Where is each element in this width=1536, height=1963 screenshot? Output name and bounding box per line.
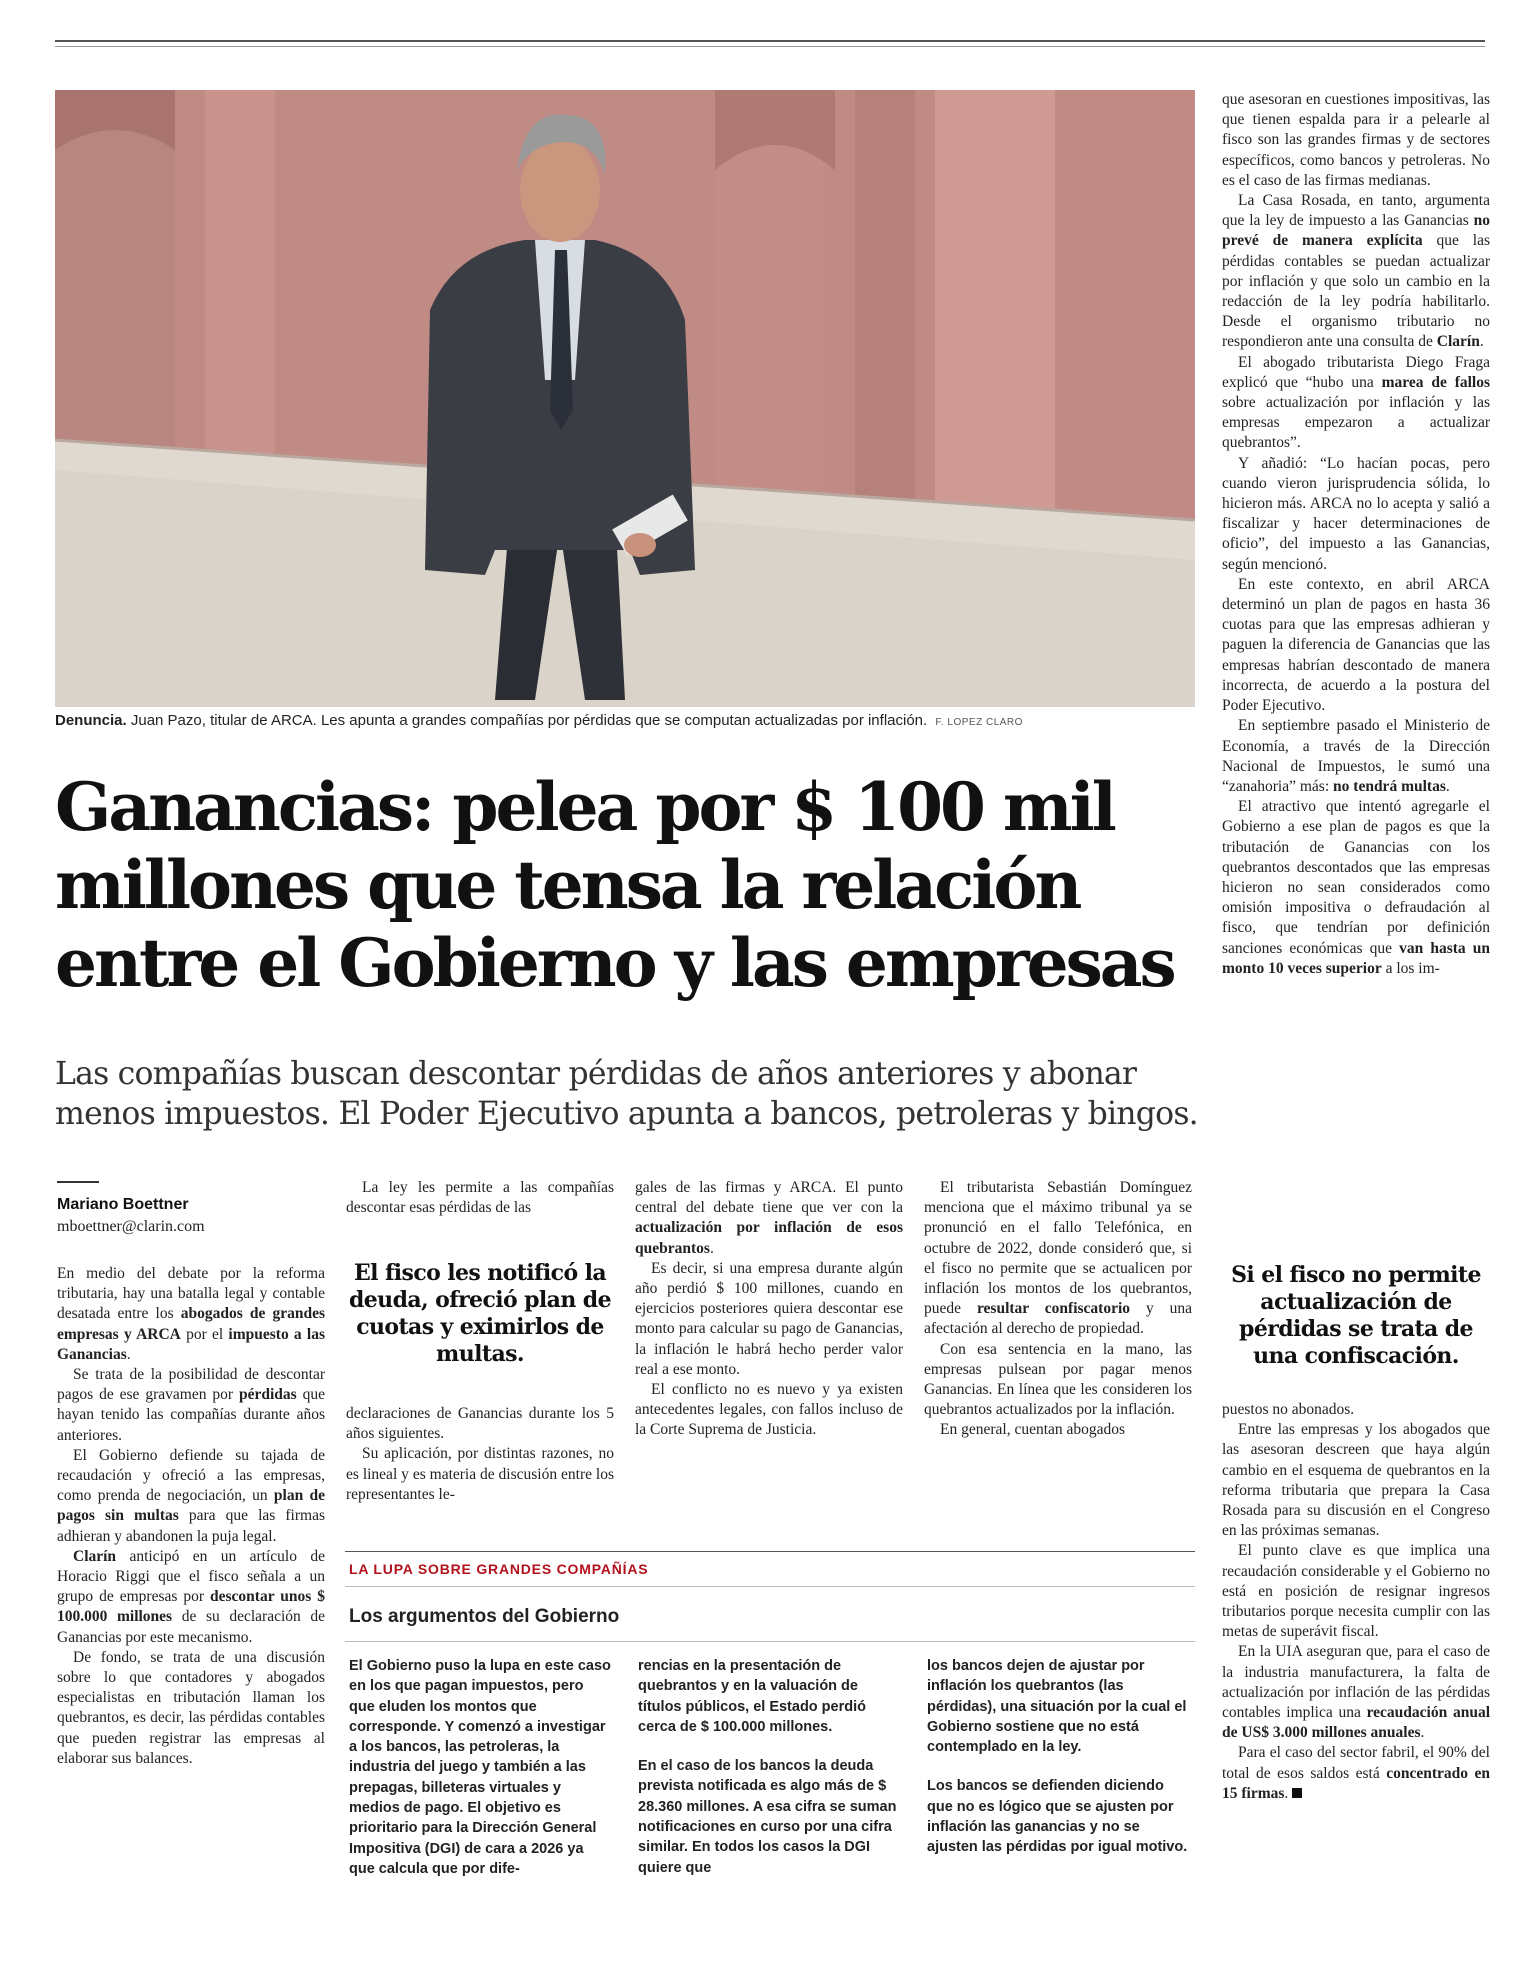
paragraph: El punto clave es que implica una recaudación considerable y el Gobierno no está en posición de resignar ingresos tributarios porque necesita cumplir con las metas de superávit fiscal. — [1222, 1542, 1490, 1641]
paragraph: Clarín anticipó en un artículo de Horacio Riggi que el fisco señala a un grupo de empresas por descontar unos $ 100.000 millones de su declaración de Ganancias por este mecanismo. — [57, 1547, 325, 1646]
subhead-line-1: Las compañías buscan descontar pérdidas de años anteriores y abonar — [55, 1056, 1137, 1092]
box-title: Los argumentos del Gobierno — [349, 1606, 620, 1627]
paragraph: que asesoran en cuestiones impositivas, las que tienen espalda para ir a pelearle al fisco son las grandes firmas y de sectores específicos, como bancos y petroleras. No es el caso de las firmas medianas. — [1222, 91, 1490, 189]
paragraph: gales de las firmas y ARCA. El punto central del debate tiene que ver con la actualización por inflación de esos quebrantos. — [635, 1179, 903, 1257]
box-kicker: LA LUPA SOBRE GRANDES COMPAÑÍAS — [349, 1561, 649, 1577]
paragraph: declaraciones de Ganancias durante los 5 años siguientes. — [346, 1405, 614, 1443]
box-rule-3 — [345, 1641, 1195, 1642]
top-rule-thin — [55, 46, 1485, 47]
box-column-2 — [638, 1656, 900, 1897]
paragraph: El conflicto no es nuevo y ya existen antecedentes legales, con fallos incluso de la Corte Suprema de Justicia. — [635, 1381, 903, 1439]
paragraph: Su aplicación, por distintas razones, no es lineal y es materia de discusión entre los representantes le- — [346, 1445, 614, 1503]
subhead-line-2: menos impuestos. El Poder Ejecutivo apunta a bancos, petroleras y bingos. — [55, 1096, 1198, 1132]
box-rule — [345, 1551, 1195, 1552]
paragraph: puestos no abonados. — [1222, 1401, 1355, 1418]
paragraph: Entre las empresas y los abogados que las asesoran descreen que haya algún cambio en el esquema de quebrantos en la reforma tributaria que prepara la Casa Rosada para su discusión en el Congreso en las próximas semanas. — [1222, 1421, 1490, 1540]
paragraph: Y añadió: “Lo hacían pocas, pero cuando vieron jurisprudencia sólida, lo hicieron más. ARCA no lo acepta y salió a fiscalizar y hacer determinaciones de oficio”, del impuesto a las Ganancias, según mencionó. — [1222, 454, 1490, 573]
box-column-1 — [349, 1656, 611, 1898]
box-paragraph: Los bancos se defienden diciendo que no es lógico que se ajusten por inflación las ganancias y no se ajusten las pérdidas por igual motivo. — [927, 1778, 1188, 1856]
article-column-5 — [1222, 90, 1490, 979]
box-paragraph: rencias en la presentación de quebrantos y en la valuación de títulos públicos, el Estado perdió cerca de $ 100.000 millones. — [638, 1658, 866, 1735]
caption-lead: Denuncia. — [55, 712, 127, 729]
headline-line-2: millones que tensa la relación — [55, 846, 1080, 924]
paragraph: El tributarista Sebastián Domínguez menciona que el máximo tribunal ya se pronunció en el fallo Telefónica, en octubre de 2022, donde consideró que, si el fisco no permite que se actualicen por inflación los montos de los quebrantos, puede resultar confiscatorio y una afectación al derecho de propiedad. — [924, 1179, 1192, 1338]
caption-text: Juan Pazo, titular de ARCA. Les apunta a grandes compañías por pérdidas que se computan actualizadas por inflación. — [126, 712, 928, 729]
article-column-5b — [1222, 1400, 1490, 1804]
headline — [55, 768, 1205, 1002]
paragraph: La Casa Rosada, en tanto, argumenta que la ley de impuesto a las Ganancias no prevé de manera explícita que las pérdidas contables se puedan actualizar por inflación y que solo un cambio en la redacción de la ley podría habilitarlo. Desde el organismo tributario no respondieron ante una consulta de Clarín. — [1222, 192, 1490, 351]
article-column-4 — [924, 1178, 1192, 1441]
paragraph: En septiembre pasado el Ministerio de Economía, a través de la Dirección Nacional de Impuestos, le sumó una “zanahoria” más: no tendrá multas. — [1222, 717, 1490, 795]
box-column-3 — [927, 1656, 1189, 1877]
box-paragraph: El Gobierno puso la lupa en este caso en los que pagan impuestos, pero que eluden los montos que corresponde. Y comenzó a investigar a los bancos, las petroleras, la industria del juego y también a las prepagas, billeteras virtuales y medios de pago. El objetivo es prioritario para la Dirección General Impositiva (DGI) de cara a 2026 ya que calcula que por dife- — [349, 1658, 611, 1877]
end-mark-icon — [1292, 1788, 1302, 1798]
paragraph: En este contexto, en abril ARCA determinó un plan de pagos en hasta 36 cuotas para que las empresas adhieran y paguen la diferencia de Ganancias que las empresas habrían descontado de manera incorrecta, de acuerdo a la postura del Poder Ejecutivo. — [1222, 575, 1490, 715]
headline-line-3: entre el Gobierno y las empresas — [55, 924, 1174, 1002]
article-column-2b — [346, 1404, 614, 1505]
paragraph: En medio del debate por la reforma tributaria, hay una batalla legal y contable desatada entre los abogados de grandes empresas y ARCA por el impuesto a las Ganancias. — [57, 1265, 325, 1363]
box-rule-2 — [345, 1586, 1195, 1587]
photo-caption — [55, 712, 1195, 729]
paragraph: En general, cuentan abogados — [940, 1421, 1126, 1439]
author-email[interactable]: mboettner@clarin.com — [57, 1218, 205, 1235]
pull-quote: El fisco les notificó la deuda, ofreció plan de cuotas y eximirlos de multas. — [349, 1260, 611, 1367]
headline-line-1: Ganancias: pelea por $ 100 mil — [55, 768, 1114, 846]
subheadline — [55, 1054, 1198, 1134]
paragraph: Con esa sentencia en la mano, las empresas pulsean por pagar menos Ganancias. En línea que les consideren los quebrantos actualizados por la inflación. — [924, 1340, 1192, 1419]
paragraph: La ley les permite a las compañías descontar esas pérdidas de las — [346, 1179, 614, 1217]
paragraph: En la UIA aseguran que, para el caso de la industria manufacturera, la falta de actualización por inflación de las pérdidas contables implica una recaudación anual de US$ 3.000 millones anuales. — [1222, 1643, 1491, 1742]
byline-rule — [57, 1181, 99, 1183]
article-column-2 — [346, 1178, 614, 1218]
article-column-3 — [635, 1178, 903, 1441]
paragraph: El abogado tributarista Diego Fraga explicó que “hubo una marea de fallos sobre actualización por inflación y las empresas empezaron a actualizar quebrantos”. — [1222, 353, 1490, 452]
news-photo — [55, 90, 1195, 707]
paragraph: El atractivo que intentó agregarle el Gobierno a ese plan de pagos es que la tributación de Ganancias con los quebrantos descontados que las empresas hicieron no sean considerados como omisión impositiva o defraudación al fisco, que tendrían por definición sanciones económicas que van hasta un monto 10 veces superior a los im- — [1222, 798, 1490, 977]
pull-quote-2: Si el fisco no permite actualización de pérdidas se trata de una confiscación. — [1231, 1262, 1481, 1369]
paragraph: Es decir, si una empresa durante algún año perdió $ 100 millones, cuando en ejercicios posteriores quiera descontar ese monto para calcular su pago de Ganancias, la inflación le habrá hecho perder valor real a ese monto. — [635, 1259, 903, 1378]
author-name: Mariano Boettner — [57, 1196, 189, 1213]
paragraph: Para el caso del sector fabril, el 90% del total de esos saldos está concentrado en 15 firmas. — [1222, 1744, 1490, 1802]
article-column-1 — [57, 1264, 325, 1769]
paragraph: De fondo, se trata de una discusión sobre lo que contadores y abogados especialistas en tributación llaman los quebrantos, es decir, las pérdidas contables que pueden registrar las empresas al elaborar sus balances. — [57, 1648, 325, 1767]
photo-credit: F. LOPEZ CLARO — [935, 717, 1023, 728]
paragraph: Se trata de la posibilidad de descontar pagos de ese gravamen por pérdidas que hayan tenido las compañías durante años anteriores. — [57, 1366, 325, 1444]
box-paragraph: En el caso de los bancos la deuda prevista notificada es algo más de $ 28.360 millones. A esa cifra se suman notificaciones en curso por una cifra similar. En todos los casos la DGI quiere que — [638, 1758, 897, 1876]
paragraph: El Gobierno defiende su tajada de recaudación y ofreció a las empresas, como prenda de negociación, un plan de pagos sin multas para que las firmas adhieran y abandonen la puja legal. — [57, 1446, 325, 1545]
top-rule — [55, 40, 1485, 42]
box-paragraph: los bancos dejen de ajustar por inflación los quebrantos (las pérdidas), una situación por la cual el Gobierno sostiene que no está contemplado en la ley. — [927, 1658, 1187, 1756]
